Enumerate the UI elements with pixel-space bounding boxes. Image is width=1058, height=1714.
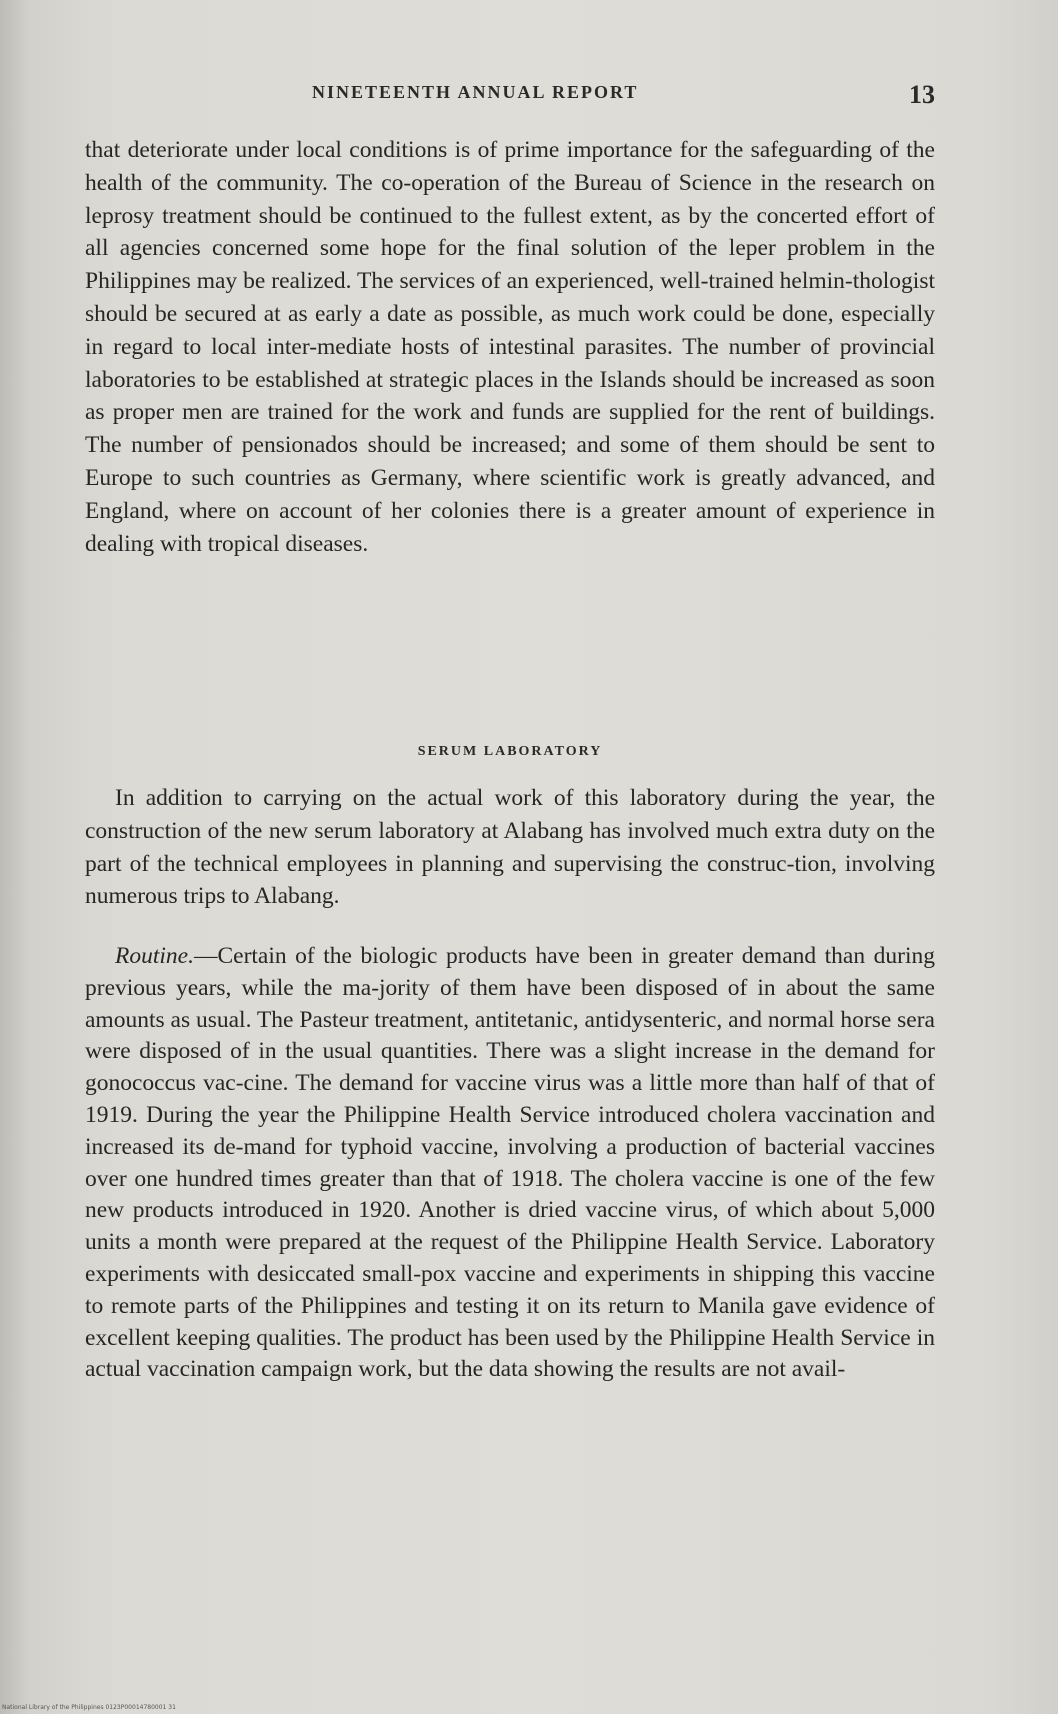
routine-run-in-heading: Routine. [115, 943, 194, 969]
continuation-paragraph [85, 134, 935, 560]
running-header [85, 80, 935, 110]
routine-body: —Certain of the biologic products have been in greater demand than during previous years, while the ma-jority of them have been disposed of in about the same amounts as usual. The Pasteur treatment, antitetanic, antidysenteric, and normal horse sera were disposed of in the usual quantities. There was a slight increase in the demand for gonococcus vac-cine. The demand for vaccine virus was a little more than half of that of 1919. During the year the Philippine Health Service introduced cholera vaccination and increased its de-mand for typhoid vaccine, involving a production of bacterial vaccines over one hundred times greater than that of 1918. The cholera vaccine is one of the few new products introduced in 1920. Another is dried vaccine virus, of which about 5,000 units a month were prepared at the request of the Philippine Health Service. Laboratory experiments with desiccated small-pox vaccine and experiments in shipping this vaccine to remote parts of the Philippines and testing it on its return to Manila gave evidence of excellent keeping qualities. The product has been used by the Philippine Health Service in actual vaccination campaign work, but the data showing the results are not avail- [85, 943, 935, 1383]
scan-footer-note: National Library of the Philippines 0123P00014780001 31 [2, 1704, 176, 1711]
continuation-paragraph-text: that deteriorate under local conditions is of prime importance for the safeguarding of the health of the community. The co-operation of the Bureau of Science in the research on leprosy treatment should be continued to the fullest extent, as by the concerted effort of all agencies concerned some hope for the final solution of the leper problem in the Philippines may be realized. The services of an experienced, well-trained helmin-thologist should be secured at as early a date as possible, as much work could be done, especially in regard to local inter-mediate hosts of intestinal parasites. The number of provincial laboratories to be established at strategic places in the Islands should be increased as soon as proper men are trained for the work and funds are supplied for the rent of buildings. The number of pensionados should be increased; and some of them should be sent to Europe to such countries as Germany, where scientific work is greatly advanced, and England, where on account of her colonies there is a greater amount of experience in dealing with tropical diseases. [85, 137, 935, 557]
section-heading-serum-laboratory: SERUM LABORATORY [417, 744, 603, 759]
serum-intro-paragraph [85, 782, 935, 913]
routine-paragraph [85, 941, 935, 1386]
routine-text [85, 941, 935, 1386]
page-number: 13 [909, 80, 935, 109]
serum-intro-text: In addition to carrying on the actual work of this laboratory during the year, the construction of the new serum laboratory at Alabang has involved much extra duty on the part of the technical employees in planning and supervising the construc-tion, involving numerous trips to Alabang. [85, 785, 935, 910]
running-title: NINETEENTH ANNUAL REPORT [312, 82, 639, 102]
